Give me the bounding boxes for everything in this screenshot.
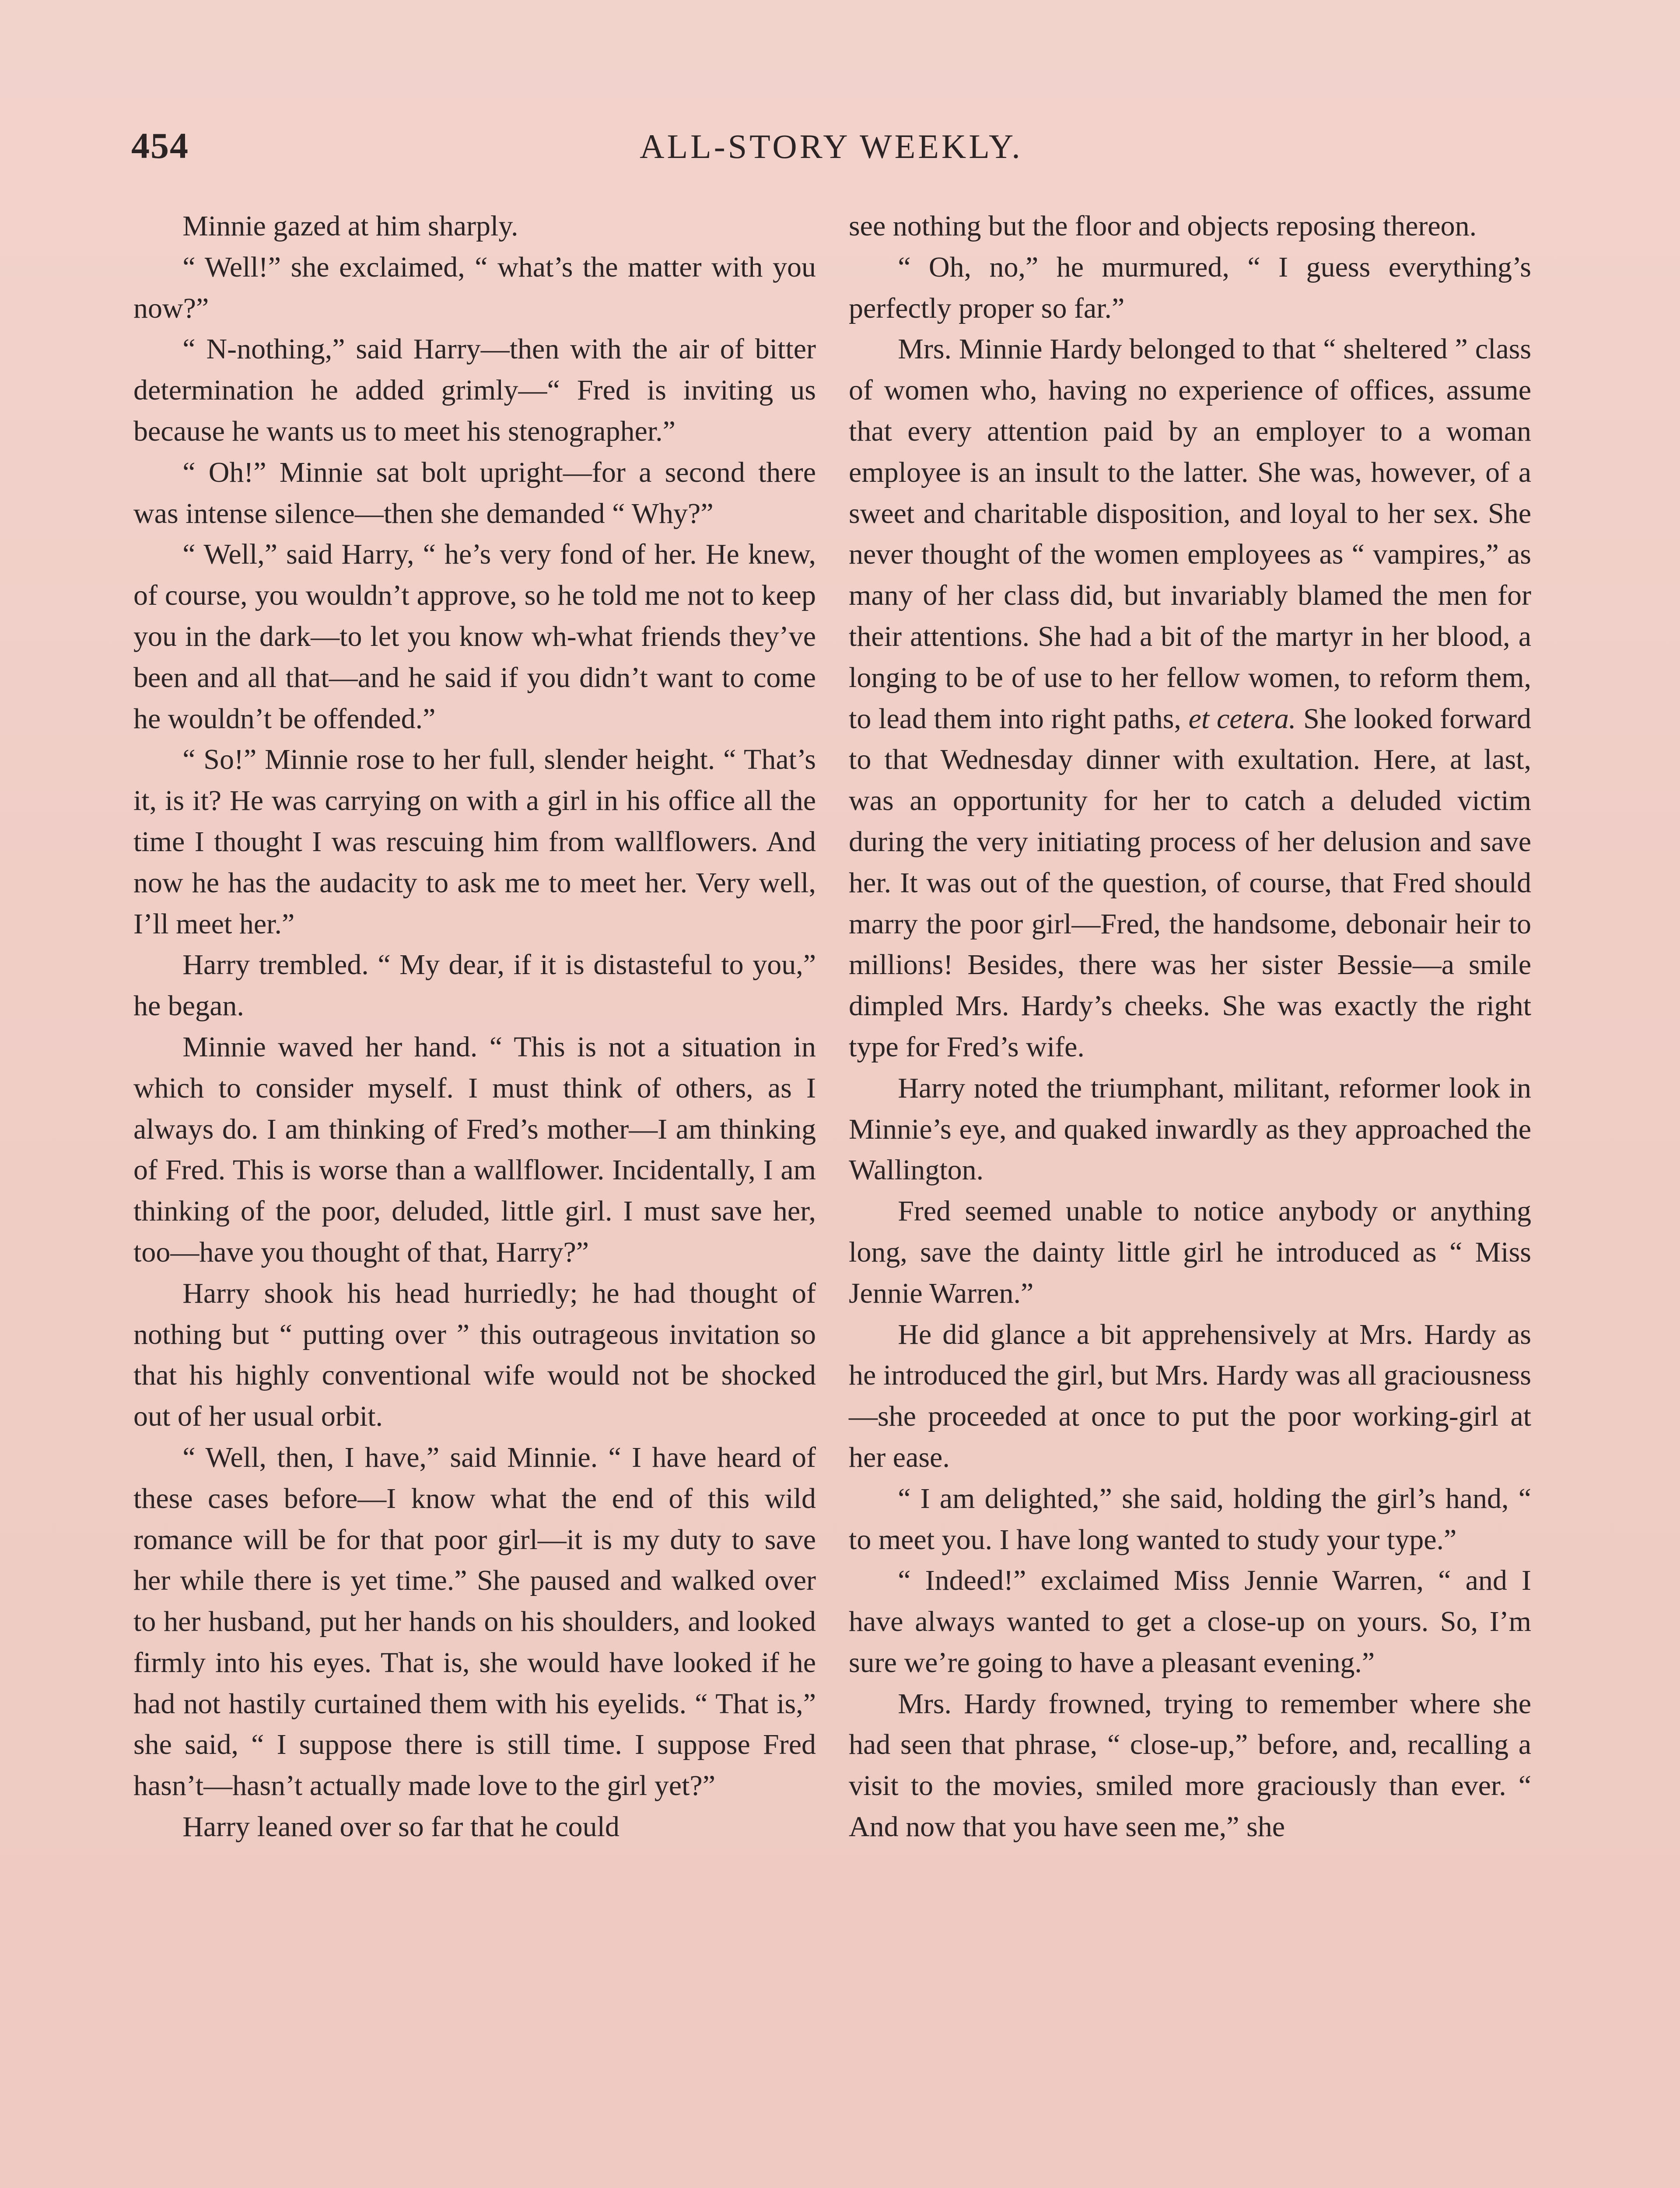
paragraph: Harry trembled. “ My dear, if it is distasteful to you,” he began. [133, 949, 816, 1022]
left-column [133, 206, 816, 1848]
paragraph: “ I am delighted,” she said, holding the girl’s hand, “ to meet you. I have long wanted to study your type.” [849, 1482, 1531, 1556]
paragraph: “ Well, then, I have,” said Minnie. “ I have heard of these cases before—I know what the end of this wild romance will be for that poor girl—it is my duty to save her while there is yet time.” She paused and walked over to her husband, put her hands on his shoulders, and looked firmly into his eyes. That is, she would have looked if he had not hastily curtained them with his eyelids. “ That is,” she said, “ I suppose there is still time. I suppose Fred hasn’t—hasn’t actually made love to the girl yet?” [133, 1441, 816, 1802]
right-column [849, 206, 1531, 1848]
paragraph: “ Oh!” Minnie sat bolt upright—for a second there was intense silence—then she demanded “ Why?” [133, 456, 816, 529]
paragraph: Harry shook his head hurriedly; he had thought of nothing but “ putting over ” this outrageous invitation so that his highly conventional wife would not be shocked out of her usual orbit. [133, 1277, 816, 1433]
page-header [131, 125, 1531, 173]
paragraph: Fred seemed unable to notice anybody or anything long, save the dainty little girl he introduced as “ Miss Jennie Warren.” [849, 1195, 1531, 1309]
paragraph [849, 329, 1531, 1067]
paragraph: Harry leaned over so far that he could [182, 1811, 620, 1843]
paragraph-text: She looked forward to that Wednesday dinner with exultation. Here, at last, was an opportunity for her to catch a deluded victim during the very initiating process of her delusion and save her. It was out of the question, of course, that Fred should marry the poor girl—Fred, the handsome, debonair heir to millions! Besides, there was her sister Bessie—a smile dimpled Mrs. Hardy’s cheeks. She was exactly the right type for Fred’s wife. [849, 702, 1532, 1063]
italic-phrase: et cetera. [1188, 702, 1296, 735]
running-title: ALL-STORY WEEKLY. [640, 127, 1023, 165]
paragraph: Minnie gazed at him sharply. [182, 210, 518, 242]
paragraph: Harry noted the triumphant, militant, reformer look in Minnie’s eye, and quaked inwardly as they approached the Wallington. [849, 1072, 1531, 1186]
paragraph: “ So!” Minnie rose to her full, slender height. “ That’s it, is it? He was carrying on with a girl in his office all the time I thought I was rescuing him from wallflowers. And now he has the audacity to ask me to meet her. Very well, I’ll meet her.” [133, 743, 816, 940]
paragraph: “ N-nothing,” said Harry—then with the air of bitter determination he added grimly—“ Fred is inviting us because he wants us to meet his stenographer.” [133, 333, 816, 447]
paragraph-text: Mrs. Minnie Hardy belonged to that “ sheltered ” class of women who, having no experience of offices, assume that every attention paid by an employer to a woman employee is an insult to the latter. She was, however, of a sweet and charitable disposition, and loyal to her sex. She never thought of the women employees as “ vampires,” as many of her class did, but invariably blamed the men for their attentions. She had a bit of the martyr in her blood, a longing to be of use to her fellow women, to reform them, to lead them into right paths, [849, 333, 1531, 735]
paragraph: “ Well!” she exclaimed, “ what’s the matter with you now?” [133, 251, 816, 324]
paragraph: “ Well,” said Harry, “ he’s very fond of her. He knew, of course, you wouldn’t approve, so he told me not to keep you in the dark—to let you know wh-what friends they’ve been and all that—and he said if you didn’t want to come he wouldn’t be offended.” [133, 538, 816, 735]
paragraph: “ Indeed!” exclaimed Miss Jennie Warren, “ and I have always wanted to get a close-up on yours. So, I’m sure we’re going to have a pleasant evening.” [849, 1564, 1531, 1679]
paragraph: Minnie waved her hand. “ This is not a situation in which to consider myself. I must think of others, as I always do. I am thinking of Fred’s mother—I am thinking of Fred. This is worse than a wallflower. Incidentally, I am thinking of the poor, deluded, little girl. I must save her, too—have you thought of that, Harry?” [133, 1031, 816, 1268]
paragraph: Mrs. Hardy frowned, trying to remember where she had seen that phrase, “ close-up,” before, and, recalling a visit to the movies, smiled more graciously than ever. “ And now that you have seen me,” she [849, 1687, 1531, 1843]
paragraph: He did glance a bit apprehensively at Mrs. Hardy as he introduced the girl, but Mrs. Hardy was all graciousness—she proceeded at once to put the poor working-girl at her ease. [849, 1318, 1531, 1473]
paragraph: “ Oh, no,” he murmured, “ I guess everything’s perfectly proper so far.” [849, 251, 1531, 324]
paragraph: see nothing but the floor and objects reposing thereon. [849, 210, 1477, 242]
page-number: 454 [131, 126, 189, 166]
